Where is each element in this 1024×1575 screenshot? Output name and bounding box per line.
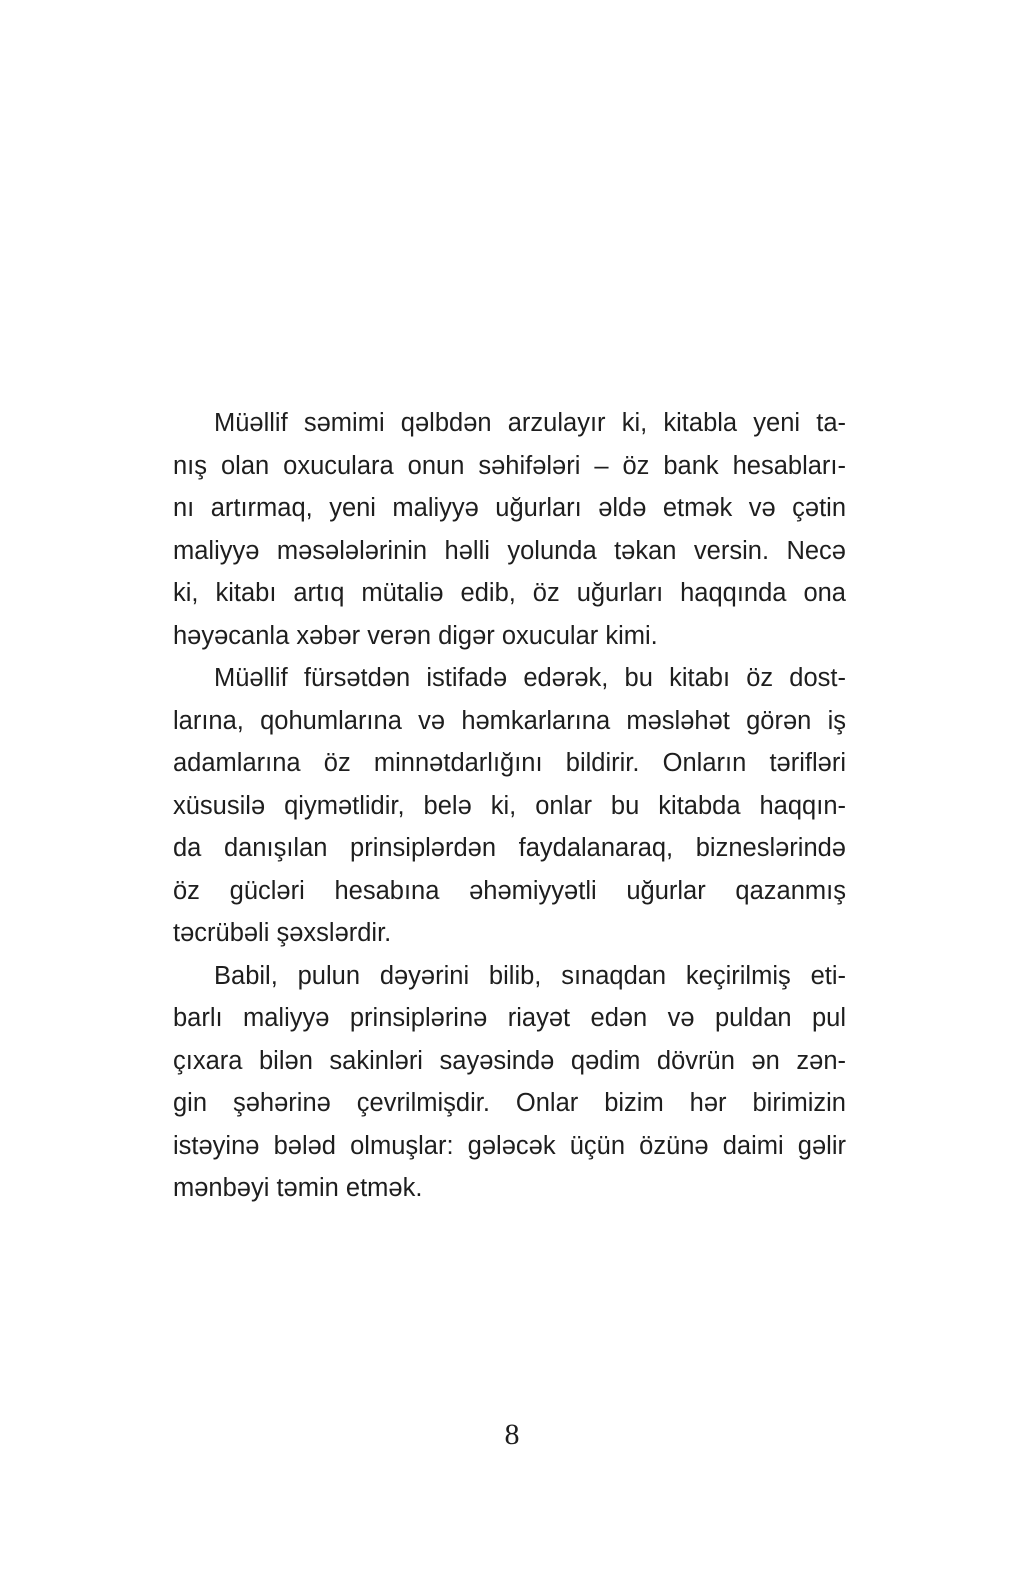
text-line: da danışılan prinsiplərdən faydalanaraq, bizneslərində <box>173 834 846 862</box>
text-line: Müəllif fürsətdən istifadə edərək, bu kitabı öz dost- <box>214 664 846 692</box>
text-line: barlı maliyyə prinsiplərinə riayət edən və puldan pul <box>173 1004 846 1032</box>
text-line: təcrübəli şəxslərdir. <box>173 919 392 947</box>
paragraph-1 <box>173 402 846 657</box>
text-line: həyəcanla xəbər verən digər oxucular kimi. <box>173 621 658 650</box>
text-line: Müəllif səmimi qəlbdən arzulayır ki, kitabla yeni ta- <box>214 409 846 437</box>
paragraph-2 <box>173 657 846 955</box>
text-line: gin şəhərinə çevrilmişdir. Onlar bizim hər birimizin <box>173 1089 846 1117</box>
text-line: istəyinə bələd olmuşlar: gələcək üçün özünə daimi gəlir <box>173 1131 846 1160</box>
text-line: xüsusilə qiymətlidir, belə ki, onlar bu kitabda haqqın- <box>173 791 846 820</box>
text-line: larına, qohumlarına və həmkarlarına məsləhət görən iş <box>173 706 846 735</box>
text-line: öz gücləri hesabına əhəmiyyətli uğurlar qazanmış <box>173 876 846 905</box>
paragraph-3 <box>173 955 846 1210</box>
body-text <box>173 402 846 1210</box>
text-line: maliyyə məsələlərinin həlli yolunda təkan versin. Necə <box>173 536 846 565</box>
text-line: adamlarına öz minnətdarlığını bildirir. Onların tərifləri <box>173 749 846 777</box>
text-line: Babil, pulun dəyərini bilib, sınaqdan keçirilmiş eti- <box>214 961 846 990</box>
text-line: ki, kitabı artıq mütaliə edib, öz uğurları haqqında ona <box>173 579 846 607</box>
text-line: çıxara bilən sakinləri sayəsində qədim dövrün ən zən- <box>173 1046 846 1075</box>
text-line: mənbəyi təmin etmək. <box>173 1174 423 1202</box>
text-line: nı artırmaq, yeni maliyyə uğurları əldə etmək və çətin <box>173 494 846 522</box>
page-number: 8 <box>504 1418 520 1451</box>
text-line: nış olan oxuculara onun səhifələri – öz bank hesabları- <box>173 451 846 480</box>
